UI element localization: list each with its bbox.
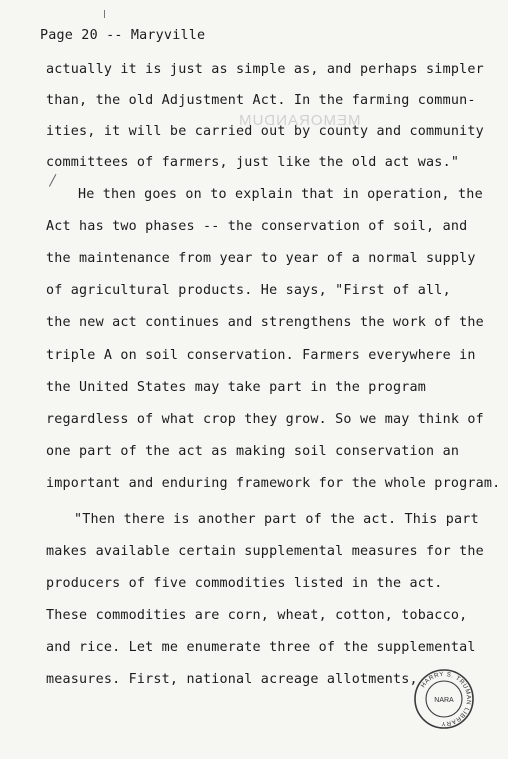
text-line-19: and rice. Let me enumerate three of the supplemental — [46, 640, 476, 655]
text-line-13: one part of the act as making soil conservation an — [46, 444, 460, 459]
text-line-17: producers of five commodities listed in the act. — [46, 576, 443, 591]
text-line-7: the maintenance from year to year of a normal supply — [46, 251, 476, 266]
text-line-9: the new act continues and strengthens the work of the — [46, 315, 484, 330]
memorandum-watermark: MEMORANDUM — [238, 112, 361, 129]
text-line-20: measures. First, national acreage allotments, — [46, 672, 418, 687]
text-line-11: the United States may take part in the program — [46, 380, 427, 395]
text-line-6: Act has two phases -- the conservation of soil, and — [46, 219, 468, 234]
page-header: Page 20 -- Maryville — [40, 28, 206, 43]
text-line-8: of agricultural products. He says, "First of all, — [46, 283, 451, 298]
text-line-5: He then goes on to explain that in operation, the — [78, 187, 483, 202]
text-line-4: committees of farmers, just like the old act was." — [46, 155, 460, 170]
text-line-15: "Then there is another part of the act. This part — [74, 512, 479, 527]
truman-library-seal — [412, 667, 476, 731]
text-line-18: These commodities are corn, wheat, cotton, tobacco, — [46, 608, 468, 623]
text-line-1: actually it is just as simple as, and perhaps simpler — [46, 62, 484, 77]
handwritten-tick-mark — [49, 174, 59, 188]
text-line-16: makes available certain supplemental measures for the — [46, 544, 484, 559]
stray-mark — [104, 10, 107, 18]
text-line-12: regardless of what crop they grow. So we may think of — [46, 412, 484, 427]
text-line-14: important and enduring framework for the whole program. — [46, 476, 501, 491]
text-line-2: than, the old Adjustment Act. In the farming commun- — [46, 93, 476, 108]
text-line-3: ities, it will be carried out by county and community — [46, 124, 484, 139]
text-line-10: triple A on soil conservation. Farmers everywhere in — [46, 348, 476, 363]
svg-text:NARA: NARA — [434, 697, 454, 704]
svg-text:HARRY S. TRUMAN LIBRARY: HARRY S. TRUMAN LIBRARY — [419, 670, 473, 728]
